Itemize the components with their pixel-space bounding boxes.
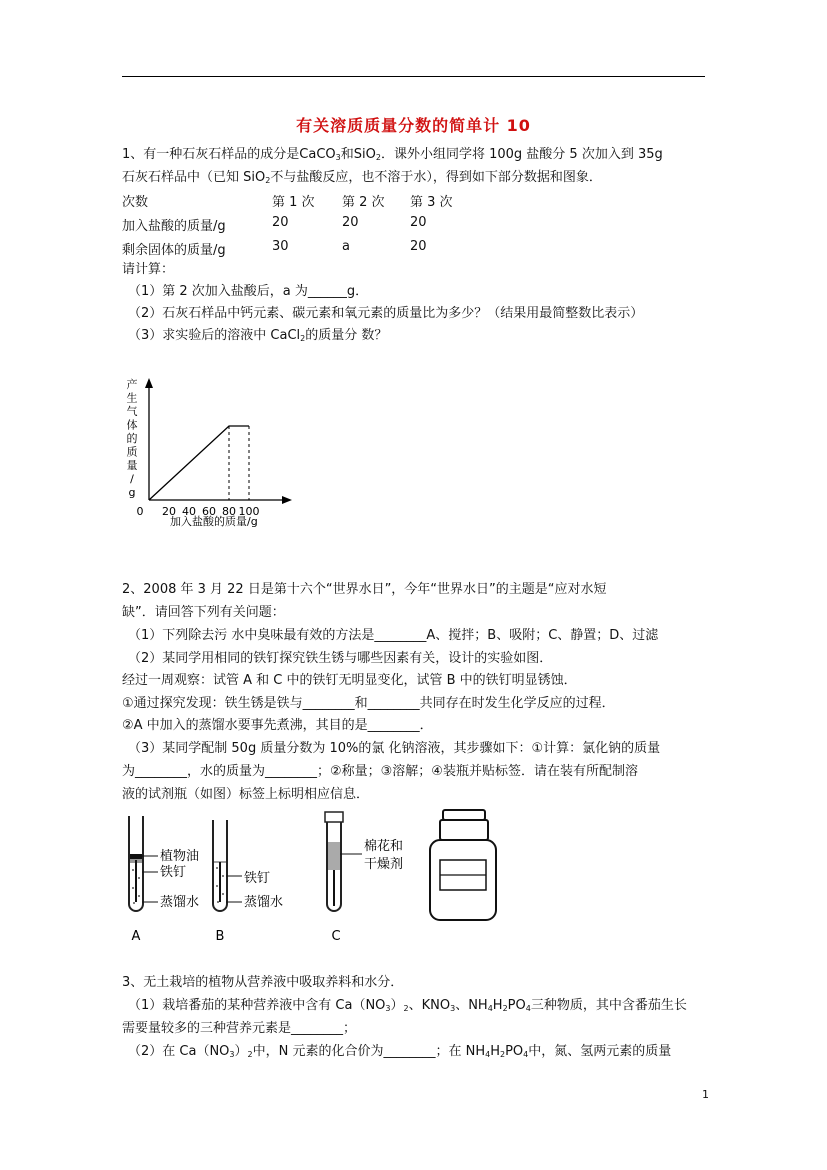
- q1-sub2: （2）石灰石样品中钙元素、碳元素和氧元素的质量比为多少？（结果用最简整数比表示）: [128, 306, 644, 321]
- water-label-a: 蒸馏水: [160, 895, 200, 910]
- q2-line: 经过一周观察：试管 A 和 C 中的铁钉无明显变化，试管 B 中的铁钉明显锈蚀．: [122, 673, 577, 688]
- q3-line: （2）在 $Ca(NO_3)_2$中，N 元素的化合价为________；在 $NH_4H_2PO_4$中，氮、氢两元素的质量: [128, 1044, 672, 1059]
- q1-intro-line: 1、有一种石灰石样品的成分是CaCO$_3$和SiO$_2$．课外小组同学将 100g 盐酸分 5 次加入到 35g: [122, 147, 663, 162]
- reagent-bottle: [430, 810, 496, 920]
- q2-line: ②A 中加入的蒸馏水要事先煮沸，其目的是________．: [122, 718, 433, 733]
- tube-label-b: B: [215, 929, 225, 944]
- chart-xlabel: 加入盐酸的质量/g: [170, 515, 258, 528]
- q1-sub3: （3）求实验后的溶液中 CaCl$_2$的质量分 数？: [128, 328, 388, 343]
- nail-label-a: 铁钉: [160, 865, 187, 880]
- q1-intro-line2: 石灰石样品中（已知 SiO$_2$不与盐酸反应，也不溶于水），得到如下部分数据和图象．: [122, 170, 602, 185]
- q1-sub1: （1）第 2 次加入盐酸后，a 为______g．: [128, 284, 369, 299]
- header-rule: [122, 76, 705, 77]
- cotton-label-2: 干燥剂: [364, 857, 404, 872]
- tube-label-a: A: [131, 929, 141, 944]
- q2-line: （2）某同学用相同的铁钉探究铁生锈与哪些因素有关，设计的实验如图．: [128, 651, 553, 666]
- x-tick-label: 100: [238, 505, 260, 518]
- y-axis-arrow: [145, 378, 153, 388]
- q2-line: 缺”．请回答下列有关问题：: [122, 605, 285, 620]
- x-tick-label: 40: [182, 505, 196, 518]
- test-tube-c: [325, 812, 362, 911]
- q1-ask: 请计算：: [122, 262, 175, 277]
- q2-line: （1）下列除去污 水中臭味最有效的方法是________A、搅拌；B、吸附；C、静置；D、过滤: [128, 628, 659, 643]
- x-tick-label: 60: [202, 505, 216, 518]
- cotton-label-1: 棉花和: [364, 839, 404, 854]
- page-title: 有关溶质质量分数的简单计 10: [296, 116, 531, 135]
- gas-mass-chart: [118, 372, 298, 532]
- test-tube-b: [213, 820, 242, 911]
- q3-line: （1）栽培番茄的某种营养液中含有 $Ca(NO_3)_2$、$KNO_3$、$NH_4H_2PO_4$三种物质，其中含番茄生长: [128, 998, 687, 1013]
- nail-label-b: 铁钉: [244, 871, 271, 886]
- q3-line: 需要量较多的三种营养元素是________；: [122, 1021, 357, 1036]
- q2-line: 液的试剂瓶（如图）标签上标明相应信息．: [122, 787, 370, 802]
- q2-line: 为________，水的质量为________；②称量；③溶解；④装瓶并贴标签．请在装有所配制溶: [122, 764, 638, 779]
- chart-ylabel: [127, 377, 138, 499]
- experiment-figure: [118, 806, 508, 946]
- chart-ylabel-text: 产生气体的质量/ g: [126, 378, 138, 499]
- x-tick-label: 20: [162, 505, 176, 518]
- x-tick-label: 80: [222, 505, 236, 518]
- test-tube-a: [129, 816, 158, 911]
- x-tick-label: 0: [136, 505, 144, 518]
- page-number: 1: [702, 1088, 709, 1101]
- gas-series-line: [149, 426, 249, 500]
- x-axis-arrow: [282, 496, 292, 504]
- q3-line: 3、无土栽培的植物从营养液中吸取养料和水分．: [122, 975, 404, 990]
- water-label-b: 蒸馏水: [244, 895, 284, 910]
- q2-line: （3）某同学配制 50g 质量分数为 10%的氯 化钠溶液，其步骤如下：①计算：氯化钠的质量: [128, 741, 661, 756]
- tube-label-c: C: [331, 929, 341, 944]
- q2-line: ①通过探究发现：铁生锈是铁与________和________共同存在时发生化学反应的过程．: [122, 696, 615, 711]
- q2-line: 2、2008 年 3 月 22 日是第十六个“世界水日”，今年“世界水日”的主题是“应对水短: [122, 582, 607, 597]
- oil-label: 植物油: [160, 849, 200, 864]
